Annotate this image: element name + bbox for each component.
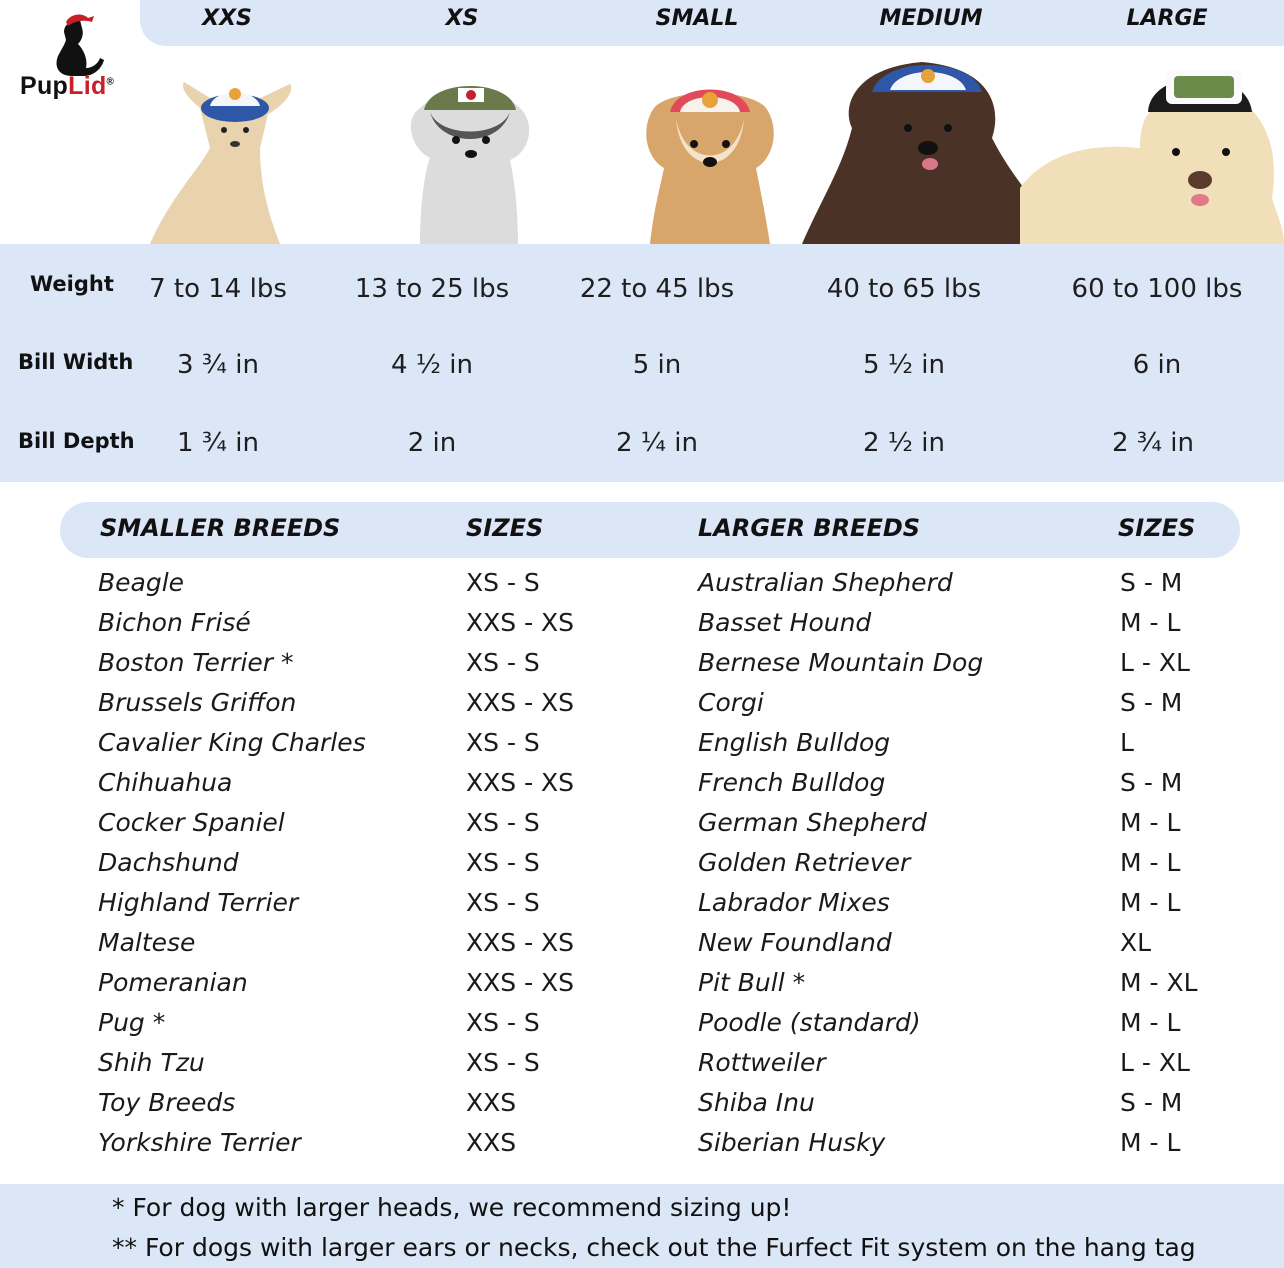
smaller-breed-name: Brussels Griffon: [98, 688, 297, 717]
larger-breed-size: M - L: [1120, 888, 1181, 917]
weight-xs: 13 to 25 lbs: [354, 274, 510, 304]
brand-name-part1: Pup: [20, 72, 69, 100]
smaller-breed-name: Bichon Frisé: [98, 608, 251, 637]
larger-breeds-header: LARGER BREEDS: [698, 514, 921, 542]
smaller-breed-size: XS - S: [466, 888, 540, 917]
larger-breed-name: French Bulldog: [698, 768, 886, 797]
size-label-xxs: XXS: [202, 6, 252, 31]
bill-depth-xs: 2 in: [407, 428, 457, 458]
larger-breed-size: M - L: [1120, 608, 1181, 637]
larger-breed-name: Shiba Inu: [698, 1088, 815, 1117]
larger-breed-size: M - XL: [1120, 968, 1198, 997]
size-label-medium: MEDIUM: [879, 6, 983, 31]
larger-breed-name: Rottweiler: [698, 1048, 826, 1077]
smaller-breed-size: XS - S: [466, 1008, 540, 1037]
smaller-breed-size: XS - S: [466, 568, 540, 597]
smaller-breed-size: XS - S: [466, 648, 540, 677]
brand-name-part2: Lid: [68, 72, 107, 100]
smaller-breed-name: Pomeranian: [98, 968, 248, 997]
smaller-sizes-header: SIZES: [466, 514, 544, 542]
smaller-breed-name: Highland Terrier: [98, 888, 299, 917]
larger-breed-name: Siberian Husky: [698, 1128, 886, 1157]
larger-sizes-header: SIZES: [1118, 514, 1196, 542]
smaller-breed-name: Cavalier King Charles: [98, 728, 366, 757]
footnote-double-asterisk: ** For dogs with larger ears or necks, check out the Furfect Fit system on the hang tag: [112, 1233, 1196, 1262]
weight-medium: 40 to 65 lbs: [826, 274, 982, 304]
smaller-breed-size: XXS - XS: [466, 928, 575, 957]
larger-breed-name: Labrador Mixes: [698, 888, 890, 917]
larger-breed-size: M - L: [1120, 1128, 1181, 1157]
smaller-breed-name: Maltese: [98, 928, 196, 957]
smaller-breed-name: Cocker Spaniel: [98, 808, 285, 837]
smaller-breed-name: Shih Tzu: [98, 1048, 205, 1077]
dog-photo-xs-icon: [400, 48, 540, 244]
smaller-breed-name: Yorkshire Terrier: [98, 1128, 301, 1157]
weight-large: 60 to 100 lbs: [1071, 274, 1243, 304]
brand-wordmark: [20, 72, 114, 101]
smaller-breed-name: Pug *: [98, 1008, 166, 1037]
smaller-breed-name: Dachshund: [98, 848, 239, 877]
larger-breed-name: New Foundland: [698, 928, 892, 957]
smaller-breed-size: XXS: [466, 1088, 517, 1117]
larger-breed-name: Australian Shepherd: [698, 568, 953, 597]
bill-width-small: 5 in: [632, 350, 682, 380]
smaller-breed-name: Chihuahua: [98, 768, 233, 797]
larger-breed-size: M - L: [1120, 848, 1181, 877]
larger-breed-size: S - M: [1120, 688, 1183, 717]
larger-breed-name: English Bulldog: [698, 728, 891, 757]
larger-breed-size: XL: [1120, 928, 1152, 957]
size-label-xs: XS: [445, 6, 479, 31]
weight-xxs: 7 to 14 lbs: [149, 274, 287, 304]
larger-breed-name: Corgi: [698, 688, 764, 717]
smaller-breed-size: XXS - XS: [466, 768, 575, 797]
larger-breed-name: Poodle (standard): [698, 1008, 921, 1037]
smaller-breed-name: Boston Terrier *: [98, 648, 294, 677]
weight-small: 22 to 45 lbs: [579, 274, 735, 304]
larger-breed-size: S - M: [1120, 1088, 1183, 1117]
larger-breed-size: L - XL: [1120, 648, 1190, 677]
dog-photo-small-icon: [640, 48, 780, 244]
smaller-breed-size: XS - S: [466, 808, 540, 837]
bill-depth-small: 2 ¼ in: [616, 428, 698, 458]
size-label-small: SMALL: [655, 6, 739, 31]
footnote-single-asterisk: * For dog with larger heads, we recommend sizing up!: [112, 1193, 792, 1222]
dog-photo-large-icon: [1020, 48, 1284, 244]
larger-breed-size: S - M: [1120, 568, 1183, 597]
bill-depth-medium: 2 ½ in: [863, 428, 945, 458]
bill-depth-xxs: 1 ¾ in: [177, 428, 259, 458]
smaller-breeds-header: SMALLER BREEDS: [100, 514, 341, 542]
larger-breed-name: Golden Retriever: [698, 848, 911, 877]
smaller-breed-size: XXS - XS: [466, 688, 575, 717]
smaller-breed-size: XXS - XS: [466, 608, 575, 637]
bill-depth-large: 2 ¾ in: [1112, 428, 1194, 458]
bill-width-medium: 5 ½ in: [863, 350, 945, 380]
smaller-breed-size: XS - S: [466, 728, 540, 757]
bill-width-large: 6 in: [1132, 350, 1182, 380]
larger-breed-size: M - L: [1120, 808, 1181, 837]
brand-registered-mark: ®: [106, 76, 115, 88]
larger-breed-size: S - M: [1120, 768, 1183, 797]
size-label-large: LARGE: [1126, 6, 1208, 31]
larger-breed-name: Bernese Mountain Dog: [698, 648, 984, 677]
bill-width-xxs: 3 ¾ in: [177, 350, 259, 380]
larger-breed-size: L - XL: [1120, 1048, 1190, 1077]
larger-breed-name: German Shepherd: [698, 808, 927, 837]
bill-width-label: Bill Width: [18, 350, 134, 374]
larger-breed-size: M - L: [1120, 1008, 1181, 1037]
smaller-breed-size: XXS: [466, 1128, 517, 1157]
weight-label: Weight: [30, 272, 114, 296]
dog-photo-xxs-icon: [140, 48, 320, 244]
larger-breed-name: Basset Hound: [698, 608, 872, 637]
bill-width-xs: 4 ½ in: [391, 350, 473, 380]
smaller-breed-size: XXS - XS: [466, 968, 575, 997]
smaller-breed-name: Beagle: [98, 568, 185, 597]
smaller-breed-name: Toy Breeds: [98, 1088, 236, 1117]
larger-breed-name: Pit Bull *: [698, 968, 806, 997]
bill-depth-label: Bill Depth: [18, 429, 135, 453]
smaller-breed-size: XS - S: [466, 1048, 540, 1077]
larger-breed-size: L: [1120, 728, 1134, 757]
smaller-breed-size: XS - S: [466, 848, 540, 877]
